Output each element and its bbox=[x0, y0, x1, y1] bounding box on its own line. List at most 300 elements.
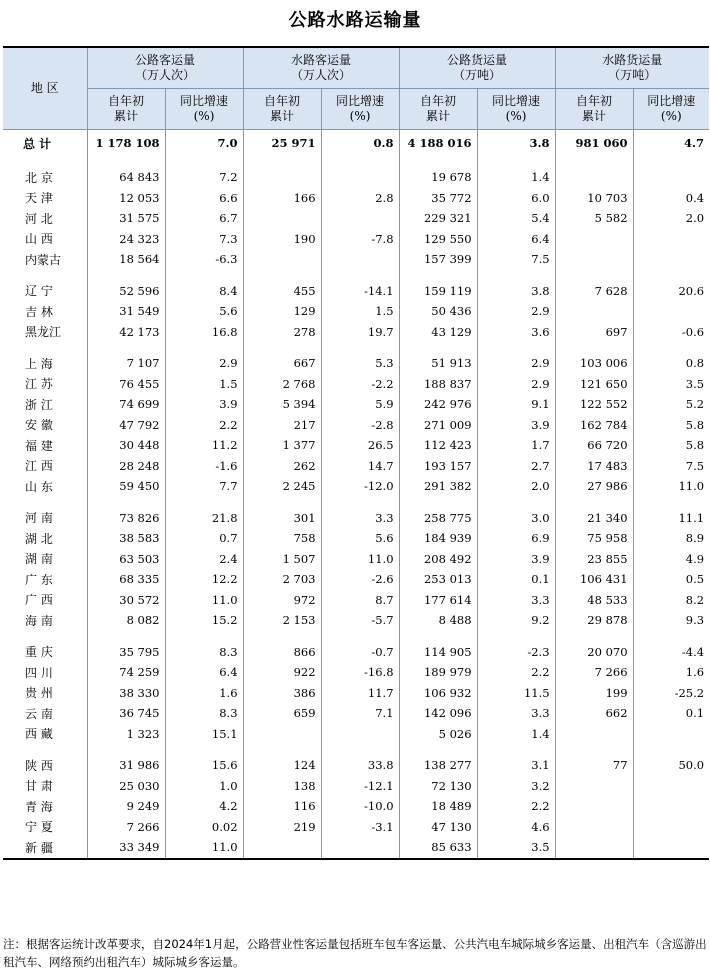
value-cell: 3.0 bbox=[477, 508, 555, 529]
value-cell: 31 549 bbox=[87, 301, 165, 322]
table-row bbox=[3, 249, 709, 270]
value-cell: 972 bbox=[243, 590, 321, 611]
value-cell: 5.2 bbox=[633, 394, 709, 415]
value-cell: -3.1 bbox=[321, 817, 399, 838]
value-cell: 8.4 bbox=[165, 281, 243, 302]
value-cell: 21 340 bbox=[555, 508, 633, 529]
value-cell: 50 436 bbox=[399, 301, 477, 322]
table-row bbox=[3, 167, 709, 188]
value-cell: 12.2 bbox=[165, 569, 243, 590]
value-cell: -0.7 bbox=[321, 642, 399, 663]
region-name: 浙 江 bbox=[25, 397, 53, 412]
yoy-header: 同比增速 (%) bbox=[633, 89, 709, 130]
value-cell: 112 423 bbox=[399, 435, 477, 456]
value-cell: 188 837 bbox=[399, 374, 477, 395]
value-cell: 2.9 bbox=[477, 374, 555, 395]
value-cell: 229 321 bbox=[399, 208, 477, 229]
value-cell: 30 572 bbox=[87, 590, 165, 611]
value-cell: 0.1 bbox=[477, 569, 555, 590]
value-cell: 262 bbox=[243, 456, 321, 477]
value-cell: 659 bbox=[243, 703, 321, 724]
value-cell: 199 bbox=[555, 683, 633, 704]
value-cell: 2.9 bbox=[477, 301, 555, 322]
value-cell: 15.2 bbox=[165, 610, 243, 631]
region-name: 西 藏 bbox=[25, 727, 53, 742]
value-cell: -1.6 bbox=[165, 456, 243, 477]
table-row bbox=[3, 476, 709, 497]
region-name: 宁 夏 bbox=[25, 820, 53, 835]
region-name: 海 南 bbox=[25, 613, 53, 628]
region-name: 山 东 bbox=[25, 479, 53, 494]
value-cell bbox=[633, 301, 709, 322]
value-cell: 271 009 bbox=[399, 415, 477, 436]
value-cell: 2.0 bbox=[633, 208, 709, 229]
value-cell bbox=[555, 796, 633, 817]
value-cell bbox=[243, 837, 321, 859]
value-cell bbox=[633, 724, 709, 745]
value-cell: 30 448 bbox=[87, 435, 165, 456]
value-cell bbox=[633, 837, 709, 859]
group-header: 公路货运量 （万吨） bbox=[399, 47, 555, 89]
value-cell: 9.3 bbox=[633, 610, 709, 631]
value-cell: 19.7 bbox=[321, 322, 399, 343]
region-name: 广 东 bbox=[25, 572, 53, 587]
total-row bbox=[3, 130, 709, 157]
value-cell: -2.8 bbox=[321, 415, 399, 436]
value-cell: 697 bbox=[555, 322, 633, 343]
value-cell: 11.1 bbox=[633, 508, 709, 529]
value-cell: 72 130 bbox=[399, 776, 477, 797]
value-cell: -5.7 bbox=[321, 610, 399, 631]
table-row bbox=[3, 837, 709, 859]
value-cell: 2.0 bbox=[477, 476, 555, 497]
value-cell: 24 323 bbox=[87, 229, 165, 250]
value-cell: 386 bbox=[243, 683, 321, 704]
value-cell: 1.5 bbox=[165, 374, 243, 395]
value-cell: 11.0 bbox=[321, 549, 399, 570]
value-cell: 21.8 bbox=[165, 508, 243, 529]
value-cell bbox=[555, 837, 633, 859]
table-row bbox=[3, 569, 709, 590]
table-row bbox=[3, 456, 709, 477]
value-cell bbox=[555, 301, 633, 322]
region-name: 总 计 bbox=[3, 130, 87, 157]
value-cell bbox=[633, 817, 709, 838]
value-cell: 47 792 bbox=[87, 415, 165, 436]
value-cell bbox=[321, 724, 399, 745]
value-cell: 47 130 bbox=[399, 817, 477, 838]
value-cell: 2 768 bbox=[243, 374, 321, 395]
table-row bbox=[3, 374, 709, 395]
value-cell: 7 628 bbox=[555, 281, 633, 302]
value-cell: 77 bbox=[555, 755, 633, 776]
region-name: 湖 北 bbox=[25, 531, 53, 546]
value-cell: 129 bbox=[243, 301, 321, 322]
value-cell: 7.7 bbox=[165, 476, 243, 497]
value-cell: 3.3 bbox=[477, 703, 555, 724]
table-row bbox=[3, 394, 709, 415]
value-cell bbox=[633, 167, 709, 188]
region-name: 新 疆 bbox=[3, 837, 87, 859]
value-cell: 50.0 bbox=[633, 755, 709, 776]
value-cell: 121 650 bbox=[555, 374, 633, 395]
value-cell: 5.4 bbox=[477, 208, 555, 229]
value-cell: 42 173 bbox=[87, 322, 165, 343]
value-cell: 73 826 bbox=[87, 508, 165, 529]
value-cell: 291 382 bbox=[399, 476, 477, 497]
value-cell: 177 614 bbox=[399, 590, 477, 611]
value-cell: 2.4 bbox=[165, 549, 243, 570]
value-cell: 2 245 bbox=[243, 476, 321, 497]
value-cell: 15.6 bbox=[165, 755, 243, 776]
value-cell: 6.9 bbox=[477, 528, 555, 549]
region-name: 内蒙古 bbox=[25, 252, 62, 267]
value-cell: 0.8 bbox=[633, 353, 709, 374]
value-cell: 4 188 016 bbox=[399, 130, 477, 157]
value-cell bbox=[633, 229, 709, 250]
value-cell: 5 582 bbox=[555, 208, 633, 229]
value-cell: -16.8 bbox=[321, 662, 399, 683]
value-cell: 455 bbox=[243, 281, 321, 302]
value-cell bbox=[321, 837, 399, 859]
value-cell: 1.4 bbox=[477, 167, 555, 188]
value-cell bbox=[555, 167, 633, 188]
spacer-row bbox=[3, 270, 709, 281]
value-cell: 8.3 bbox=[165, 703, 243, 724]
value-cell: 190 bbox=[243, 229, 321, 250]
table-row bbox=[3, 208, 709, 229]
value-cell: 5.6 bbox=[321, 528, 399, 549]
region-name: 四 川 bbox=[25, 665, 53, 680]
value-cell: 278 bbox=[243, 322, 321, 343]
region-name: 陕 西 bbox=[25, 758, 53, 773]
value-cell: 1 507 bbox=[243, 549, 321, 570]
value-cell: 0.4 bbox=[633, 188, 709, 209]
value-cell: 8 082 bbox=[87, 610, 165, 631]
value-cell: 242 976 bbox=[399, 394, 477, 415]
value-cell: 51 913 bbox=[399, 353, 477, 374]
value-cell: 35 772 bbox=[399, 188, 477, 209]
value-cell: 0.1 bbox=[633, 703, 709, 724]
value-cell bbox=[555, 249, 633, 270]
value-cell: 662 bbox=[555, 703, 633, 724]
value-cell bbox=[555, 817, 633, 838]
value-cell bbox=[243, 167, 321, 188]
table-row bbox=[3, 776, 709, 797]
value-cell: 10 703 bbox=[555, 188, 633, 209]
value-cell: 27 986 bbox=[555, 476, 633, 497]
value-cell: 3.3 bbox=[321, 508, 399, 529]
value-cell: 122 552 bbox=[555, 394, 633, 415]
region-name: 黑龙江 bbox=[25, 325, 62, 340]
value-cell bbox=[243, 249, 321, 270]
spacer-row bbox=[3, 342, 709, 353]
value-cell: 4.6 bbox=[477, 817, 555, 838]
value-cell: 3.2 bbox=[477, 776, 555, 797]
table-row bbox=[3, 610, 709, 631]
table-row bbox=[3, 703, 709, 724]
value-cell: 7.2 bbox=[165, 167, 243, 188]
value-cell: 159 119 bbox=[399, 281, 477, 302]
value-cell: 11.0 bbox=[165, 590, 243, 611]
value-cell: 33.8 bbox=[321, 755, 399, 776]
value-cell: 19 678 bbox=[399, 167, 477, 188]
value-cell: 11.0 bbox=[165, 837, 243, 859]
value-cell: 38 583 bbox=[87, 528, 165, 549]
value-cell: -7.8 bbox=[321, 229, 399, 250]
value-cell: 75 958 bbox=[555, 528, 633, 549]
yoy-header: 同比增速 (%) bbox=[321, 89, 399, 130]
value-cell: 667 bbox=[243, 353, 321, 374]
region-name: 贵 州 bbox=[25, 686, 53, 701]
value-cell: 7 266 bbox=[555, 662, 633, 683]
value-cell: 1 377 bbox=[243, 435, 321, 456]
value-cell: 8.2 bbox=[633, 590, 709, 611]
value-cell: 9.1 bbox=[477, 394, 555, 415]
value-cell: 2.2 bbox=[477, 796, 555, 817]
value-cell: 5.8 bbox=[633, 415, 709, 436]
region-name: 北 京 bbox=[25, 170, 53, 185]
value-cell: 9 249 bbox=[87, 796, 165, 817]
table-row bbox=[3, 415, 709, 436]
spacer-row bbox=[3, 631, 709, 642]
value-cell: 3.3 bbox=[477, 590, 555, 611]
value-cell: 116 bbox=[243, 796, 321, 817]
value-cell: 0.5 bbox=[633, 569, 709, 590]
value-cell: 2.9 bbox=[165, 353, 243, 374]
table-row bbox=[3, 229, 709, 250]
value-cell: -2.6 bbox=[321, 569, 399, 590]
value-cell: 866 bbox=[243, 642, 321, 663]
value-cell: 38 330 bbox=[87, 683, 165, 704]
value-cell: -12.1 bbox=[321, 776, 399, 797]
value-cell: 5 394 bbox=[243, 394, 321, 415]
table-row bbox=[3, 281, 709, 302]
table-row bbox=[3, 528, 709, 549]
spacer-row bbox=[3, 744, 709, 755]
value-cell: 9.2 bbox=[477, 610, 555, 631]
value-cell: 1.7 bbox=[477, 435, 555, 456]
table-row bbox=[3, 642, 709, 663]
region-name: 重 庆 bbox=[25, 645, 53, 660]
region-name: 河 南 bbox=[25, 511, 53, 526]
value-cell: 208 492 bbox=[399, 549, 477, 570]
value-cell: 3.5 bbox=[477, 837, 555, 859]
value-cell: 8.3 bbox=[165, 642, 243, 663]
value-cell: -2.3 bbox=[477, 642, 555, 663]
value-cell: 124 bbox=[243, 755, 321, 776]
value-cell: 157 399 bbox=[399, 249, 477, 270]
value-cell: 1.0 bbox=[165, 776, 243, 797]
table-row bbox=[3, 724, 709, 745]
value-cell: 2.2 bbox=[477, 662, 555, 683]
value-cell: 253 013 bbox=[399, 569, 477, 590]
region-name: 安 徽 bbox=[25, 418, 53, 433]
value-cell: 74 699 bbox=[87, 394, 165, 415]
value-cell: 3.6 bbox=[477, 322, 555, 343]
table-row bbox=[3, 755, 709, 776]
value-cell: 758 bbox=[243, 528, 321, 549]
value-cell: -0.6 bbox=[633, 322, 709, 343]
region-name: 辽 宁 bbox=[25, 284, 53, 299]
region-name: 甘 肃 bbox=[25, 779, 53, 794]
region-name: 湖 南 bbox=[25, 552, 53, 567]
value-cell: 11.2 bbox=[165, 435, 243, 456]
value-cell: 76 455 bbox=[87, 374, 165, 395]
value-cell: 20.6 bbox=[633, 281, 709, 302]
table-row bbox=[3, 796, 709, 817]
region-name: 福 建 bbox=[25, 438, 53, 453]
value-cell: 3.5 bbox=[633, 374, 709, 395]
region-name: 江 苏 bbox=[25, 377, 53, 392]
value-cell: 31 986 bbox=[87, 755, 165, 776]
value-cell: 162 784 bbox=[555, 415, 633, 436]
table-row bbox=[3, 508, 709, 529]
value-cell: 6.6 bbox=[165, 188, 243, 209]
value-cell: 48 533 bbox=[555, 590, 633, 611]
value-cell bbox=[555, 229, 633, 250]
region-name: 天 津 bbox=[25, 191, 53, 206]
value-cell: 5 026 bbox=[399, 724, 477, 745]
value-cell: 3.8 bbox=[477, 130, 555, 157]
value-cell: 2.9 bbox=[477, 353, 555, 374]
value-cell: 2.7 bbox=[477, 456, 555, 477]
value-cell bbox=[555, 776, 633, 797]
value-cell: 26.5 bbox=[321, 435, 399, 456]
table-row bbox=[3, 322, 709, 343]
table-row bbox=[3, 188, 709, 209]
value-cell bbox=[243, 208, 321, 229]
spacer-row bbox=[3, 156, 709, 167]
value-cell: 103 006 bbox=[555, 353, 633, 374]
value-cell: 1.4 bbox=[477, 724, 555, 745]
value-cell: 7.3 bbox=[165, 229, 243, 250]
value-cell: 3.8 bbox=[477, 281, 555, 302]
value-cell: 1.5 bbox=[321, 301, 399, 322]
value-cell: 63 503 bbox=[87, 549, 165, 570]
value-cell: 7 107 bbox=[87, 353, 165, 374]
value-cell: 2.2 bbox=[165, 415, 243, 436]
value-cell: 138 bbox=[243, 776, 321, 797]
value-cell: 8.7 bbox=[321, 590, 399, 611]
value-cell: 25 030 bbox=[87, 776, 165, 797]
value-cell: -2.2 bbox=[321, 374, 399, 395]
table-row bbox=[3, 435, 709, 456]
cumulative-header: 自年初 累计 bbox=[87, 89, 165, 130]
value-cell: 1 323 bbox=[87, 724, 165, 745]
value-cell: 52 596 bbox=[87, 281, 165, 302]
value-cell: 142 096 bbox=[399, 703, 477, 724]
value-cell: 0.7 bbox=[165, 528, 243, 549]
value-cell: 17 483 bbox=[555, 456, 633, 477]
value-cell: -25.2 bbox=[633, 683, 709, 704]
value-cell: 35 795 bbox=[87, 642, 165, 663]
value-cell: 31 575 bbox=[87, 208, 165, 229]
value-cell: 43 129 bbox=[399, 322, 477, 343]
region-name: 青 海 bbox=[25, 799, 53, 814]
value-cell: 6.7 bbox=[165, 208, 243, 229]
value-cell: 6.4 bbox=[165, 662, 243, 683]
value-cell: 5.8 bbox=[633, 435, 709, 456]
table-row bbox=[3, 817, 709, 838]
value-cell: 18 564 bbox=[87, 249, 165, 270]
value-cell: -6.3 bbox=[165, 249, 243, 270]
table-row bbox=[3, 683, 709, 704]
value-cell: 0.8 bbox=[321, 130, 399, 157]
table-row bbox=[3, 301, 709, 322]
region-header: 地 区 bbox=[3, 47, 87, 130]
value-cell: 28 248 bbox=[87, 456, 165, 477]
value-cell: -4.4 bbox=[633, 642, 709, 663]
value-cell: 14.7 bbox=[321, 456, 399, 477]
region-name: 河 北 bbox=[25, 211, 53, 226]
value-cell: 20 070 bbox=[555, 642, 633, 663]
value-cell: 3.9 bbox=[477, 549, 555, 570]
value-cell: 166 bbox=[243, 188, 321, 209]
value-cell: 23 855 bbox=[555, 549, 633, 570]
table-row bbox=[3, 353, 709, 374]
value-cell: 16.8 bbox=[165, 322, 243, 343]
value-cell: 85 633 bbox=[399, 837, 477, 859]
value-cell: 11.7 bbox=[321, 683, 399, 704]
value-cell: 5.3 bbox=[321, 353, 399, 374]
region-name: 广 西 bbox=[25, 593, 53, 608]
value-cell: 74 259 bbox=[87, 662, 165, 683]
value-cell: 981 060 bbox=[555, 130, 633, 157]
value-cell bbox=[243, 724, 321, 745]
value-cell: 66 720 bbox=[555, 435, 633, 456]
value-cell: -14.1 bbox=[321, 281, 399, 302]
value-cell: 6.4 bbox=[477, 229, 555, 250]
value-cell: 114 905 bbox=[399, 642, 477, 663]
footnote: 注：根据客运统计改革要求，自2024年1月起，公路营业性客运量包括班车包车客运量、公共汽电车城际城乡客运量、出租汽车（含巡游出租汽车、网络预约出租汽车）城际城乡客运量。 bbox=[3, 937, 707, 969]
value-cell: 219 bbox=[243, 817, 321, 838]
value-cell: 36 745 bbox=[87, 703, 165, 724]
value-cell bbox=[633, 249, 709, 270]
value-cell: 7.0 bbox=[165, 130, 243, 157]
group-header: 水路客运量 （万人次） bbox=[243, 47, 399, 89]
value-cell bbox=[321, 167, 399, 188]
value-cell: 5.9 bbox=[321, 394, 399, 415]
region-name: 山 西 bbox=[25, 232, 53, 247]
table-row bbox=[3, 590, 709, 611]
value-cell: 11.0 bbox=[633, 476, 709, 497]
value-cell: 4.2 bbox=[165, 796, 243, 817]
value-cell bbox=[555, 724, 633, 745]
value-cell: 5.6 bbox=[165, 301, 243, 322]
value-cell: 11.5 bbox=[477, 683, 555, 704]
value-cell: 258 775 bbox=[399, 508, 477, 529]
value-cell: 0.02 bbox=[165, 817, 243, 838]
value-cell: 59 450 bbox=[87, 476, 165, 497]
value-cell: 1 178 108 bbox=[87, 130, 165, 157]
value-cell bbox=[321, 208, 399, 229]
cumulative-header: 自年初 累计 bbox=[243, 89, 321, 130]
group-header: 公路客运量 （万人次） bbox=[87, 47, 243, 89]
page-title: 公路水路运输量 bbox=[288, 10, 422, 31]
value-cell: 2 153 bbox=[243, 610, 321, 631]
value-cell: 2 703 bbox=[243, 569, 321, 590]
value-cell: 184 939 bbox=[399, 528, 477, 549]
value-cell: 64 843 bbox=[87, 167, 165, 188]
value-cell: 12 053 bbox=[87, 188, 165, 209]
value-cell: 3.9 bbox=[165, 394, 243, 415]
value-cell: 922 bbox=[243, 662, 321, 683]
region-name: 云 南 bbox=[25, 706, 53, 721]
value-cell: 4.9 bbox=[633, 549, 709, 570]
value-cell: 68 335 bbox=[87, 569, 165, 590]
cumulative-header: 自年初 累计 bbox=[399, 89, 477, 130]
